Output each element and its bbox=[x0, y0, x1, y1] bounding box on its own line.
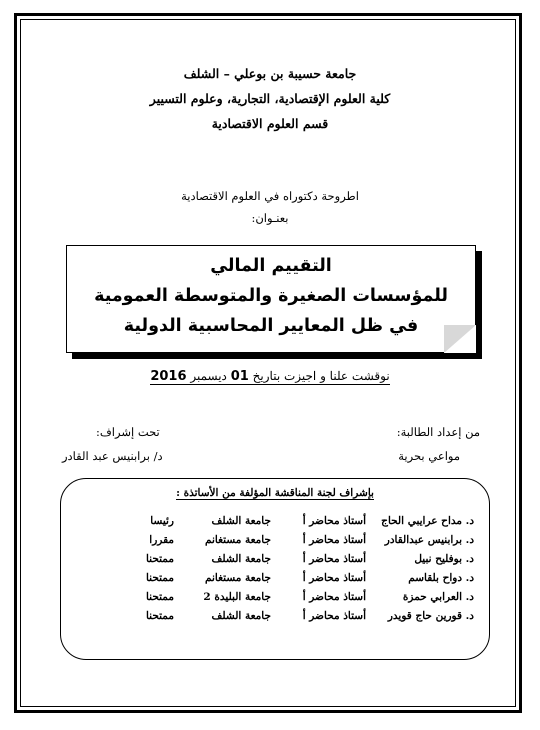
member-name: د. مداح عرايبي الحاج bbox=[381, 515, 474, 527]
defense-year: 2016 bbox=[150, 369, 187, 384]
member-rank: أستاذ محاضر أ bbox=[302, 553, 366, 565]
committee-box bbox=[60, 478, 490, 660]
page-fold-decoration bbox=[444, 325, 476, 353]
member-role: ممتحنا bbox=[145, 553, 174, 565]
member-role: رئيسا bbox=[150, 515, 174, 527]
committee-title: بإشراف لجنة المناقشة المؤلفة من الأساتذة : bbox=[176, 487, 374, 499]
member-university: جامعة البليدة 2 bbox=[203, 591, 271, 603]
committee-member-row bbox=[61, 572, 489, 590]
thesis-title-line-3: في ظل المعايير المحاسبية الدولية bbox=[123, 316, 419, 336]
member-name: د. برابنيس عبدالقادر bbox=[384, 534, 474, 546]
defense-text: نوقشت علنا و اجيزت بتاريخ bbox=[252, 369, 390, 383]
defense-day: 01 bbox=[230, 369, 249, 384]
member-university: جامعة الشلف bbox=[211, 610, 271, 622]
member-role: ممتحنا bbox=[145, 610, 174, 622]
member-role: مقررا bbox=[149, 534, 174, 546]
member-role: ممتحنا bbox=[145, 591, 174, 603]
department-name: قسم العلوم الاقتصادية bbox=[211, 116, 329, 131]
member-rank: أستاذ محاضر أ bbox=[302, 534, 366, 546]
member-university: جامعة الشلف bbox=[211, 553, 271, 565]
member-university: جامعة الشلف bbox=[211, 515, 271, 527]
committee-member-row bbox=[61, 515, 489, 533]
faculty-name: كلية العلوم الإقتصادية، التجارية، وعلوم التسيير bbox=[149, 91, 391, 106]
committee-member-row bbox=[61, 591, 489, 609]
member-university: جامعة مستغانم bbox=[205, 572, 271, 584]
supervisor-name: د/ برابنيس عبد القادر bbox=[62, 449, 163, 463]
thesis-title-line-1: التقييم المالي bbox=[210, 256, 332, 276]
thesis-type: اطروحة دكتوراه في العلوم الاقتصادية bbox=[181, 189, 359, 203]
member-rank: أستاذ محاضر أ bbox=[302, 591, 366, 603]
member-rank: أستاذ محاضر أ bbox=[302, 610, 366, 622]
member-role: ممتحنا bbox=[145, 572, 174, 584]
member-university: جامعة مستغانم bbox=[205, 534, 271, 546]
member-rank: أستاذ محاضر أ bbox=[302, 515, 366, 527]
member-name: د. العرابي حمزة bbox=[402, 591, 474, 603]
committee-member-row bbox=[61, 534, 489, 552]
university-name: جامعة حسيبة بن بوعلي – الشلف bbox=[183, 66, 357, 81]
thesis-title-line-2: للمؤسسات الصغيرة والمتوسطة العمومية bbox=[94, 286, 448, 306]
student-name: مواعي بحرية bbox=[398, 449, 460, 463]
member-name: د. قورين حاج قويدر bbox=[387, 610, 474, 622]
prepared-by-label: من إعداد الطالبة: bbox=[396, 425, 480, 439]
committee-member-row bbox=[61, 553, 489, 571]
title-label: بعنـوان: bbox=[251, 211, 289, 225]
supervisor-label: تحت إشراف: bbox=[96, 425, 160, 439]
member-name: د. دواح بلقاسم bbox=[408, 572, 474, 584]
defense-statement bbox=[150, 369, 390, 384]
member-name: د. بوفليح نبيل bbox=[414, 553, 474, 565]
thesis-title-box bbox=[66, 245, 476, 353]
committee-member-row bbox=[61, 610, 489, 628]
member-rank: أستاذ محاضر أ bbox=[302, 572, 366, 584]
defense-month: ديسمبر bbox=[190, 369, 227, 383]
